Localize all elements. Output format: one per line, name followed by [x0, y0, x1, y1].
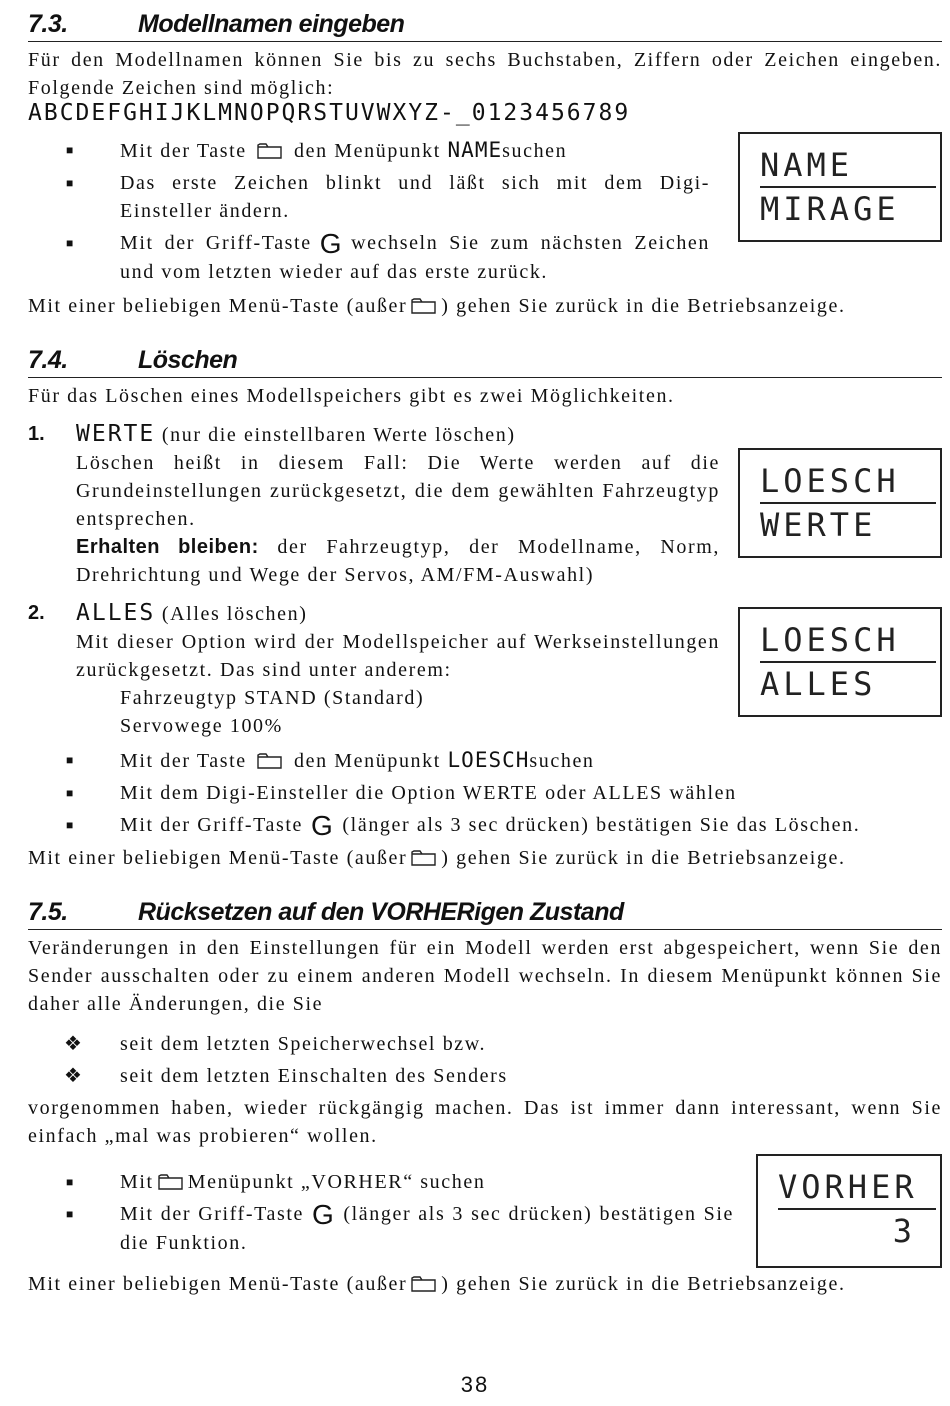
square-bullet: ■ [66, 143, 75, 157]
intro-text: Für den Modellnamen können Sie bis zu sechs Buchstaben, Ziffern oder Zeichen eingeben. Folgende Zeichen sind möglich: [28, 49, 942, 99]
section-number: 7.4. [28, 346, 68, 374]
folder-icon [257, 141, 283, 159]
diamond-bullet: ❖ [64, 1065, 84, 1087]
section-heading-7-4 [28, 346, 942, 378]
list-item: ■ Mit der Taste den Menüpunkt NAMEsuchen [28, 136, 710, 165]
intro-text: Veränderungen in den Einstellungen für ein Modell werden erst abgespeichert, wenn Sie den Sender ausschalten oder zu einem anderen Modell wechseln. In diesem Menüpunkt können Sie daher alle Änderungen, die Sie [28, 937, 942, 1015]
outro-text: vorgenommen haben, wieder rückgängig machen. Das ist immer dann interessant, wenn Sie einfach „mal was probieren“ wollen. [28, 1097, 942, 1147]
section-number: 7.3. [28, 10, 68, 38]
manual-page [28, 10, 942, 1298]
list-item: ■ Mit der Griff-Taste G (länger als 3 sec drücken) bestätigen Sie das Löschen. [28, 811, 942, 840]
footer-note: Mit einer beliebigen Menü-Taste (außer ) gehen Sie zurück in die Betriebsanzeige. [28, 847, 846, 869]
intro-text: Für das Löschen eines Modellspeichers gibt es zwei Möglichkeiten. [28, 385, 675, 407]
section-title: Rücksetzen auf den VORHERigen Zustand [138, 898, 624, 926]
g-key-icon: G [319, 228, 344, 259]
section-heading-7-5 [28, 898, 942, 930]
list-item: ❖ seit dem letzten Speicherwechsel bzw. [28, 1030, 942, 1058]
folder-icon [158, 1172, 184, 1190]
square-bullet: ■ [66, 786, 75, 800]
diamond-bullet: ❖ [64, 1033, 84, 1055]
footer-note: Mit einer beliebigen Menü-Taste (außer ) gehen Sie zurück in die Betriebsanzeige. [28, 1273, 846, 1295]
lcd-display-loesch-alles: LOESCH ALLES [738, 607, 942, 717]
lcd-display-name: NAME MIRAGE [738, 132, 942, 242]
square-bullet: ■ [66, 176, 75, 190]
square-bullet: ■ [66, 1207, 75, 1221]
charset-line: ABCDEFGHIJKLMNOPQRSTUVWXYZ-_0123456789 [28, 100, 631, 126]
list-item: ■ Mit der Taste den Menüpunkt LOESCHsuchen [28, 746, 942, 775]
g-key-icon: G [311, 810, 335, 841]
section-title: Modellnamen eingeben [138, 10, 405, 38]
square-bullet: ■ [66, 236, 75, 250]
square-bullet: ■ [66, 818, 75, 832]
folder-icon [411, 1274, 437, 1292]
section-heading-7-3 [28, 10, 942, 42]
section-number: 7.5. [28, 898, 68, 926]
folder-icon [257, 751, 283, 769]
square-bullet: ■ [66, 753, 75, 767]
list-item: ■ Mit Menüpunkt „VORHER“ suchen [28, 1168, 734, 1196]
numbered-item-1: 1. WERTE (nur die einstellbaren Werte löschen) Löschen heißt in diesem Fall: Die Werte werden auf die Grundeinstellungen zurückgesetzt, die dem gewählten Fahrzeugtyp entsprechen. Erhalten bleiben: der Fahrzeugtyp, der Modellname, Norm, Drehrichtung und Wege der Servos, AM/FM-Auswahl) [28, 421, 720, 586]
list-item: ■ Mit der Griff-Taste G wechseln Sie zum nächsten Zeichen und vom letzten wieder auf das erste zurück. [28, 229, 710, 286]
folder-icon [411, 296, 437, 314]
lcd-display-loesch-werte: LOESCH WERTE [738, 448, 942, 558]
list-item: ■ Mit dem Digi-Einsteller die Option WERTE oder ALLES wählen [28, 779, 942, 807]
section-title: Löschen [138, 346, 238, 374]
page-number: 38 [460, 1372, 490, 1397]
folder-icon [411, 848, 437, 866]
g-key-icon: G [312, 1199, 336, 1230]
lcd-display-vorher: VORHER 3 [756, 1154, 942, 1268]
footer-note: Mit einer beliebigen Menü-Taste (außer ) gehen Sie zurück in die Betriebsanzeige. [28, 295, 846, 317]
square-bullet: ■ [66, 1175, 75, 1189]
numbered-item-2: 2. ALLES (Alles löschen) Mit dieser Option wird der Modellspeicher auf Werkseinstellungen zurückgesetzt. Das sind unter anderem: Fahrzeugtyp STAND (Standard) Servowege 100% [28, 600, 720, 737]
list-item: ❖ seit dem letzten Einschalten des Senders [28, 1062, 942, 1090]
list-item: ■ Mit der Griff-Taste G (länger als 3 sec drücken) bestätigen Sie die Funktion. [28, 1200, 734, 1257]
list-item: ■ Das erste Zeichen blinkt und läßt sich mit dem Digi-Einsteller ändern. [28, 169, 710, 225]
